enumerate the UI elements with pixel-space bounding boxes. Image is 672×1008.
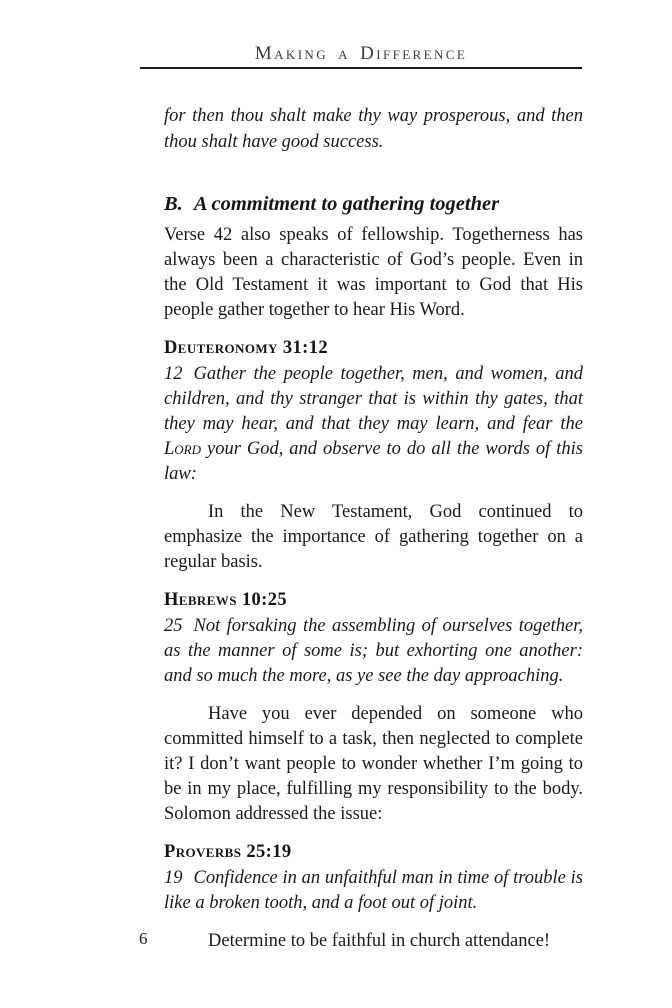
paragraph-depended: Have you ever depended on someone who committed himself to a task, then neglected to complete it? I don’t want people to wonder whether I’m going to be in my place, fulfilling my responsibility to the body. Solomon addressed the issue:	[164, 704, 583, 824]
lord-smallcaps: Lord	[164, 439, 202, 459]
verse-text-segment: your God, and observe to do all the words of this law:	[164, 439, 583, 484]
opening-scripture-quote: for then thou shalt make thy way prosperous, and then thou shalt have good success.	[164, 106, 583, 152]
verse-text-segment: Not forsaking the assembling of ourselves together, as the manner of some is; but exhorting one another: and so much the more, as ye see the day approaching.	[164, 616, 583, 686]
scripture-verse-text	[164, 614, 583, 689]
scripture-reference: Hebrews 10:25	[164, 590, 288, 610]
scripture-reference: Deuteronomy 31:12	[164, 338, 329, 358]
verse-number: 25	[164, 616, 183, 636]
scripture-block-deuteronomy	[164, 336, 583, 487]
paragraph-fellowship: Verse 42 also speaks of fellowship. Togetherness has always been a characteristic of God’s people. Even in the Old Testament it was important to God that His people gather together to hear His Word.	[164, 225, 583, 320]
verse-text-segment: Confidence in an unfaithful man in time of trouble is like a broken tooth, and a foot out of joint.	[164, 868, 583, 913]
section-heading-letter: B.	[164, 193, 183, 215]
scripture-block-hebrews	[164, 588, 583, 689]
scripture-verse-text	[164, 866, 583, 916]
page-content	[164, 103, 583, 954]
header-rule	[140, 67, 582, 69]
verse-number: 19	[164, 868, 183, 888]
closing-exhortation: Determine to be faithful in church attendance!	[208, 931, 551, 951]
section-heading-title: A commitment to gathering together	[193, 193, 500, 215]
section-heading	[164, 191, 583, 218]
verse-text-segment: Gather the people together, men, and women, and children, and thy stranger that is within thy gates, that they may hear, and that they may learn, and fear the	[164, 364, 583, 434]
running-head-title: Making a Difference	[254, 43, 468, 64]
paragraph-new-testament: In the New Testament, God continued to emphasize the importance of gathering together on a regular basis.	[164, 502, 583, 572]
scripture-verse-text	[164, 362, 583, 487]
page-number: 6	[139, 929, 148, 948]
scripture-reference: Proverbs 25:19	[164, 842, 292, 862]
scripture-block-proverbs	[164, 840, 583, 916]
verse-number: 12	[164, 364, 183, 384]
